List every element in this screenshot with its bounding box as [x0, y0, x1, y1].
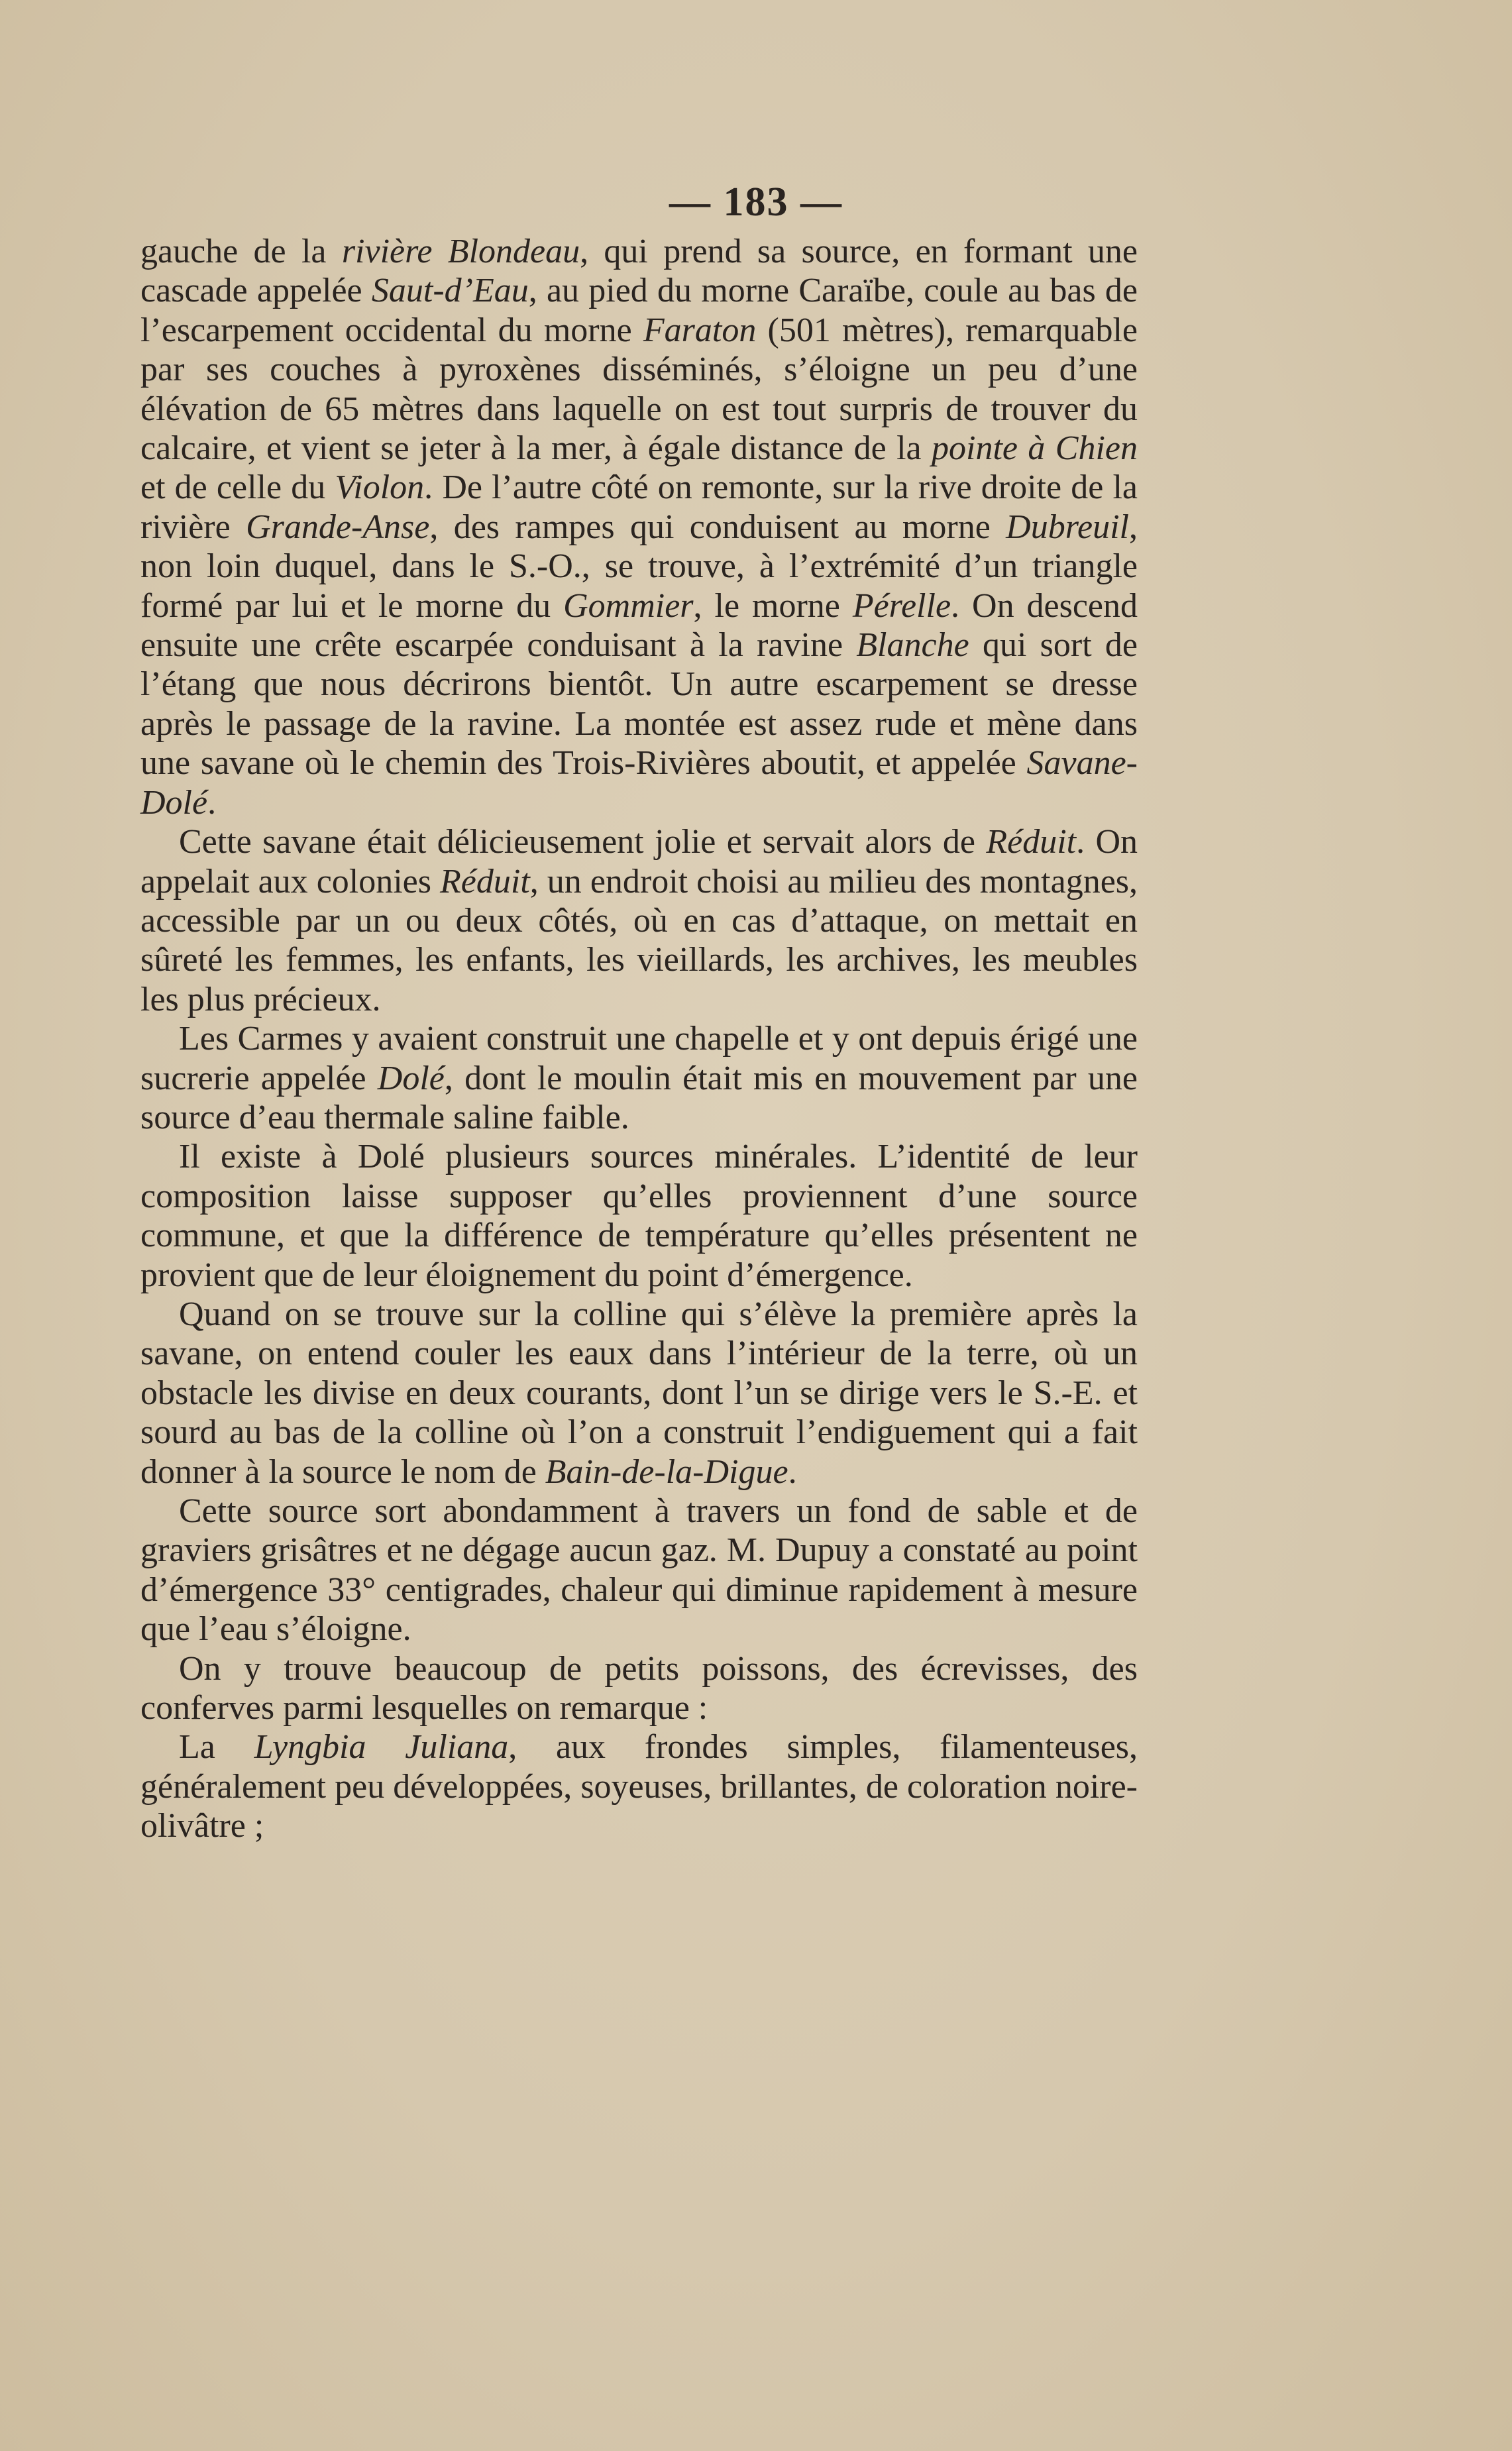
italic-term: Dolé	[377, 1059, 445, 1097]
text-run: , aux frondes simples, filamenteuses, généralement peu développées, soyeuses, brillantes, de coloration noire-olivâtre ;	[140, 1728, 1138, 1845]
text-run: .	[207, 783, 217, 822]
text-run: . On descend ensuite une crête escarpée conduisant à la ravine	[140, 586, 1138, 665]
page-number: — 183 —	[669, 180, 843, 225]
italic-term: Saut-d’Eau	[371, 272, 529, 310]
text-run: Cette source sort abondamment à travers un fond de sable et de graviers grisâtres et ne dégage aucun gaz. M. Dupuy a constaté au point d’émergence 33° centigrades, chaleur qui diminue rapidement à mesure que l’eau s’éloigne.	[140, 1492, 1138, 1649]
italic-term: Savane-Dolé	[140, 744, 1138, 822]
text-run: . De l’autre côté on remonte, sur la rive droite de la rivière	[140, 468, 1138, 546]
italic-term: Grande-Anse	[246, 508, 430, 546]
text-run: , le morne	[693, 586, 853, 625]
text-run: Cette savane était délicieusement jolie et servait alors de	[179, 823, 987, 861]
text-run: On y trouve beaucoup de petits poissons, des écrevisses, des conferves parmi lesquelles on remarque :	[140, 1649, 1138, 1727]
text-run: , au pied du morne Caraïbe, coule au bas de l’escarpement occidental du morne	[140, 272, 1138, 349]
italic-term: Dubreuil	[1006, 508, 1130, 546]
text-run: gauche de la	[140, 233, 342, 270]
text-run: et de celle du	[140, 468, 335, 507]
italic-term: Lyngbia Juliana	[254, 1728, 509, 1767]
text-run: Il existe à Dolé plusieurs sources minérales. L’identité de leur composition laisse supposer qu’elles proviennent d’une source commune, et que la différence de température qu’elles présentent ne provient que de leur éloignement du point d’émergence.	[140, 1138, 1138, 1294]
italic-term: pointe à Chien	[932, 429, 1138, 468]
paragraph	[140, 1649, 1138, 1728]
italic-term: Bain-de-la-Digue	[545, 1452, 788, 1491]
text-run: .	[788, 1452, 797, 1491]
paragraph	[140, 1295, 1138, 1492]
paragraph	[140, 1492, 1138, 1649]
italic-term: Gommier	[563, 586, 694, 625]
text-run: La	[179, 1728, 254, 1767]
italic-term: rivière Blondeau	[341, 233, 580, 270]
italic-term: Violon	[335, 468, 425, 507]
text-run: , des rampes qui conduisent au morne	[429, 508, 1006, 546]
text-run: , qui prend sa source, en formant une cascade appelée	[140, 233, 1138, 310]
text-run: qui sort de l’étang que nous décrirons bientôt. Un autre escarpement se dresse après le passage de la ravine. La montée est assez rude et mène dans une savane où le chemin des Trois-Rivières aboutit, et appelée	[140, 626, 1138, 783]
italic-term: Réduit	[986, 823, 1077, 861]
text-run: , dont le moulin était mis en mouvement par une source d’eau thermale saline faible.	[140, 1059, 1138, 1136]
text-run: Quand on se trouve sur la colline qui s’élève la première après la savane, on entend couler les eaux dans l’intérieur de la terre, où un obstacle les divise en deux courants, dont l’un se dirige vers le S.-E. et sourd au bas de la colline où l’on a construit l’endiguement qui a fait donner à la source le nom de	[140, 1295, 1138, 1491]
body-text	[140, 232, 1138, 1846]
text-run: . On appelait aux colonies	[140, 823, 1138, 900]
text-run: (501 mètres), remarquable par ses couches à pyroxènes disséminés, s’éloigne un peu d’une élévation de 65 mètres dans laquelle on est tout surpris de trouver du calcaire, et vient se jeter à la mer, à égale distance de la	[140, 311, 1138, 468]
italic-term: Faraton	[643, 311, 757, 349]
italic-term: Blanche	[856, 626, 969, 665]
text-run: , non loin duquel, dans le S.-O., se trouve, à l’extrémité d’un triangle formé par lui et le morne du	[140, 508, 1138, 625]
paragraph	[140, 822, 1138, 1019]
paragraph	[140, 232, 1138, 822]
paragraph	[140, 1137, 1138, 1295]
paragraph	[140, 1727, 1138, 1845]
paragraph	[140, 1019, 1138, 1137]
italic-term: Pérelle	[852, 586, 951, 625]
italic-term: Réduit	[440, 862, 530, 900]
text-run: Les Carmes y avaient construit une chapelle et y ont depuis érigé une sucrerie appelée	[140, 1020, 1138, 1097]
text-run: , un endroit choisi au milieu des montagnes, accessible par un ou deux côtés, où en cas d’attaque, on mettait en sûreté les femmes, les enfants, les vieillards, les archives, les meubles les plus précieux.	[140, 862, 1138, 1018]
